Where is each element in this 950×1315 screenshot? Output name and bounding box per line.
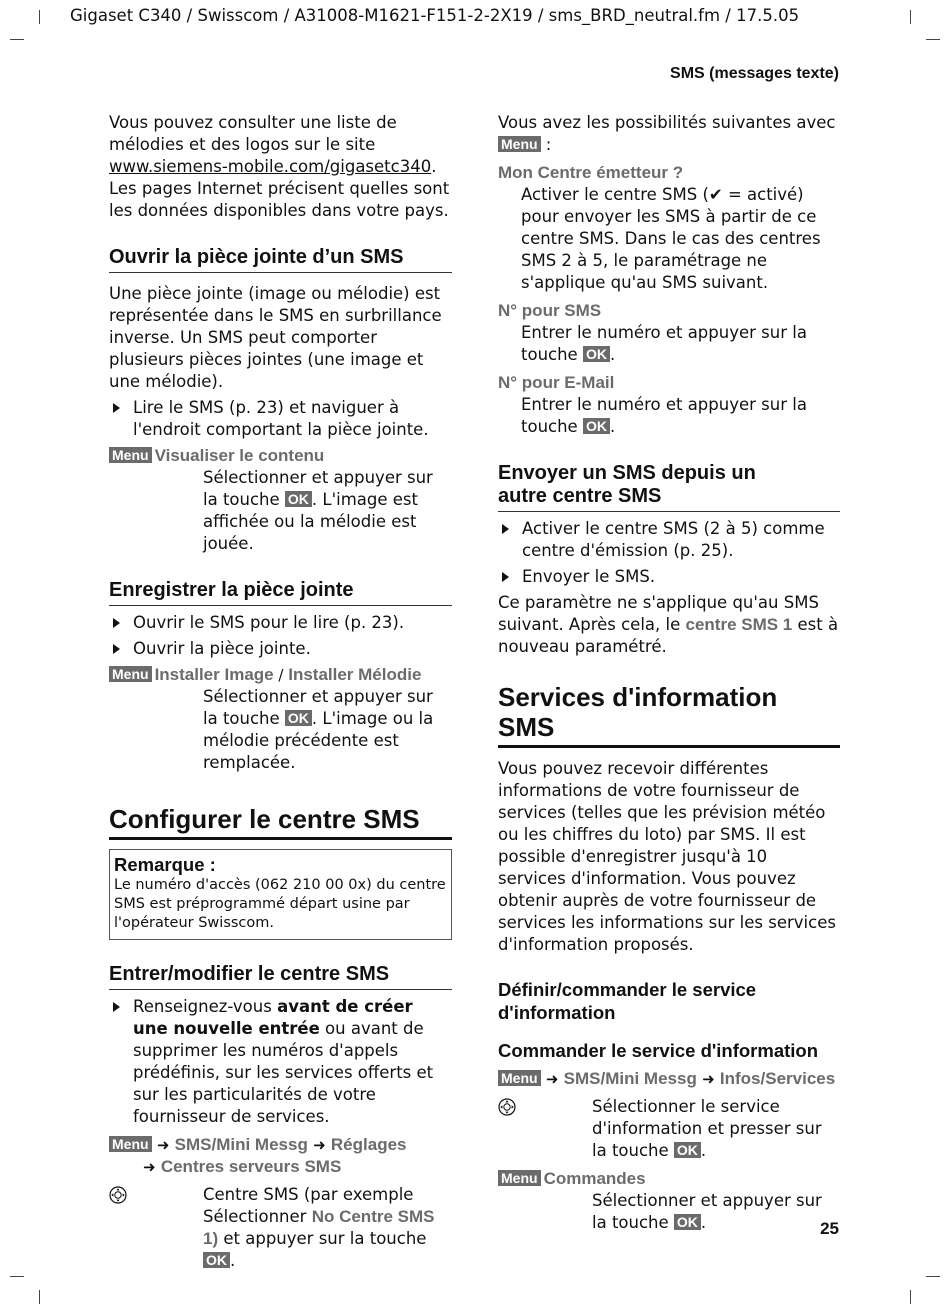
crop-mark [10,39,24,40]
heading-send-other-center: Envoyer un SMS depuis un autre centre SMS [498,462,840,512]
arrow-right-icon: ➜ [702,1070,715,1088]
intro-paragraph: Vous pouvez consulter une liste de mélodies et des logos sur le site www.siemens-mobile.com/gigasetc340. Les pages Internet précisent quelles sont les données disponibles dans votre pays. [109,113,450,220]
right-column [498,112,840,1234]
checkmark-icon: ✔ [708,185,723,204]
page-number: 25 [820,1219,839,1238]
command-description: Sélectionner et appuyer sur la touche OK . L'image ou la mélodie précédente est remplacée. [203,687,434,772]
list-item: Ouvrir le SMS pour le lire (p. 23). [109,612,452,634]
section-title: SMS (messages texte) [670,65,839,82]
website-link[interactable]: www.siemens-mobile.com/gigasetc340 [109,157,432,176]
menu-key[interactable]: Menu [498,136,541,152]
note-box [109,849,452,940]
menu-key[interactable]: Menu [498,1170,541,1186]
heading-save-attachment: Enregistrer la pièce jointe [109,579,452,606]
option-description: Entrer le numéro et appuyer sur la touche OK . [521,323,807,364]
nav-step: Centre SMS (par exemple Sélectionner No Centre SMS 1) et appuyer sur la touche OK . [109,1184,452,1272]
menu-command: Menu Commandes [498,1168,840,1190]
heading-edit-center: Entrer/modifier le centre SMS [109,963,452,990]
list-item: Renseignez-vous avant de créer une nouvelle entrée ou avant de supprimer les numéros d'appels prédéfinis, sur les services offerts et sur les particularités de votre fournisseur de services. [109,996,452,1128]
open-attachment-text: Une pièce jointe (image ou mélodie) est représentée dans le SMS en surbrillance inverse. Un SMS peut comporter plusieurs pièces jointes (une image et une mélodie). [109,284,442,391]
menu-key[interactable]: Menu [109,1136,152,1152]
command-description: Sélectionner et appuyer sur la touche OK . L'image est affichée ou la mélodie est jouée. [203,468,433,553]
option-title: N° pour SMS [498,301,602,320]
note-text: Le numéro d'accès (062 210 00 0x) du centre SMS est préprogrammé départ usine par l'opérateur Swisscom. [114,877,446,931]
menu-key[interactable]: Menu [109,447,152,463]
crop-mark [926,1276,940,1277]
ok-key[interactable]: OK [285,710,312,726]
left-column [109,112,452,1272]
running-header: Gigaset C340 / Swisscom / A31008-M1621-F151-2-2X19 / sms_BRD_neutral.fm / 17.5.05 [70,6,800,25]
list-item: Lire le SMS (p. 23) et naviguer à l'endroit comportant la pièce jointe. [109,397,452,441]
ok-key[interactable]: OK [285,491,312,507]
ok-key[interactable]: OK [583,418,610,434]
command-description: Sélectionner et appuyer sur la touche OK . [592,1191,822,1232]
crop-mark [10,1276,24,1277]
heading-open-attachment: Ouvrir la pièce jointe d’un SMS [109,246,452,273]
arrow-right-icon: ➜ [313,1136,326,1154]
heading-order-service: Commander le service d'information [498,1040,819,1061]
arrow-right-icon: ➜ [545,1070,559,1088]
list-item: Activer le centre SMS (2 à 5) comme centre d'émission (p. 25). [498,518,840,562]
crop-mark [926,39,940,40]
menu-path: Menu ➜ SMS/Mini Messg ➜ Infos/Services [498,1068,840,1090]
send-note: Ce paramètre ne s'applique qu'au SMS suivant. Après cela, le centre SMS 1 est à nouveau paramétré. [498,593,839,656]
navigation-key-icon [109,1186,127,1204]
heading-configure-center: Configurer le centre SMS [109,804,452,840]
menu-command: Menu Installer Image / Installer Mélodie [109,664,452,686]
ok-key[interactable]: OK [583,346,610,362]
option-description: Activer le centre SMS (✔ = activé) pour envoyer les SMS à partir de ce centre SMS. Dans le cas des centres SMS 2 à 5, le paramétrage ne s'applique qu'au SMS suivant. [521,185,821,292]
crop-mark [39,10,40,24]
heading-info-services: Services d'information SMS [498,682,840,748]
menu-key[interactable]: Menu [109,666,152,682]
ok-key[interactable]: OK [203,1252,230,1268]
option-title: Mon Centre émetteur ? [498,163,684,182]
note-title: Remarque : [114,854,216,875]
ok-key[interactable]: OK [674,1142,701,1158]
option-description: Entrer le numéro et appuyer sur la touche OK . [521,395,807,436]
crop-mark [910,1290,911,1304]
options-intro: Vous avez les possibilités suivantes avec Menu : [498,113,836,154]
menu-path: ➜ Centres serveurs SMS [143,1157,342,1176]
crop-mark [910,10,911,24]
navigation-key-icon [498,1098,516,1116]
heading-define-order: Définir/commander le service d'information [498,979,757,1023]
nav-step: Sélectionner le service d'information et presser sur la touche OK . [498,1096,840,1162]
list-item: Envoyer le SMS. [498,566,840,588]
option-title: N° pour E-Mail [498,373,615,392]
menu-path: Menu ➜ SMS/Mini Messg ➜ Réglages [109,1134,452,1156]
info-services-text: Vous pouvez recevoir différentes informations de votre fournisseur de services (telles que les prévision météo ou les chiffres du loto) par SMS. Il est possible d'enregistrer jusqu'à 10 services d'information. Vous pouvez obtenir auprès de votre fournisseur de services les informations sur les services d'information proposés. [498,759,836,954]
arrow-right-icon: ➜ [156,1136,170,1154]
menu-command: Menu Visualiser le contenu [109,445,452,467]
menu-key[interactable]: Menu [498,1070,541,1086]
ok-key[interactable]: OK [674,1214,701,1230]
arrow-right-icon: ➜ [143,1158,156,1176]
list-item: Ouvrir la pièce jointe. [109,638,452,660]
crop-mark [39,1290,40,1304]
